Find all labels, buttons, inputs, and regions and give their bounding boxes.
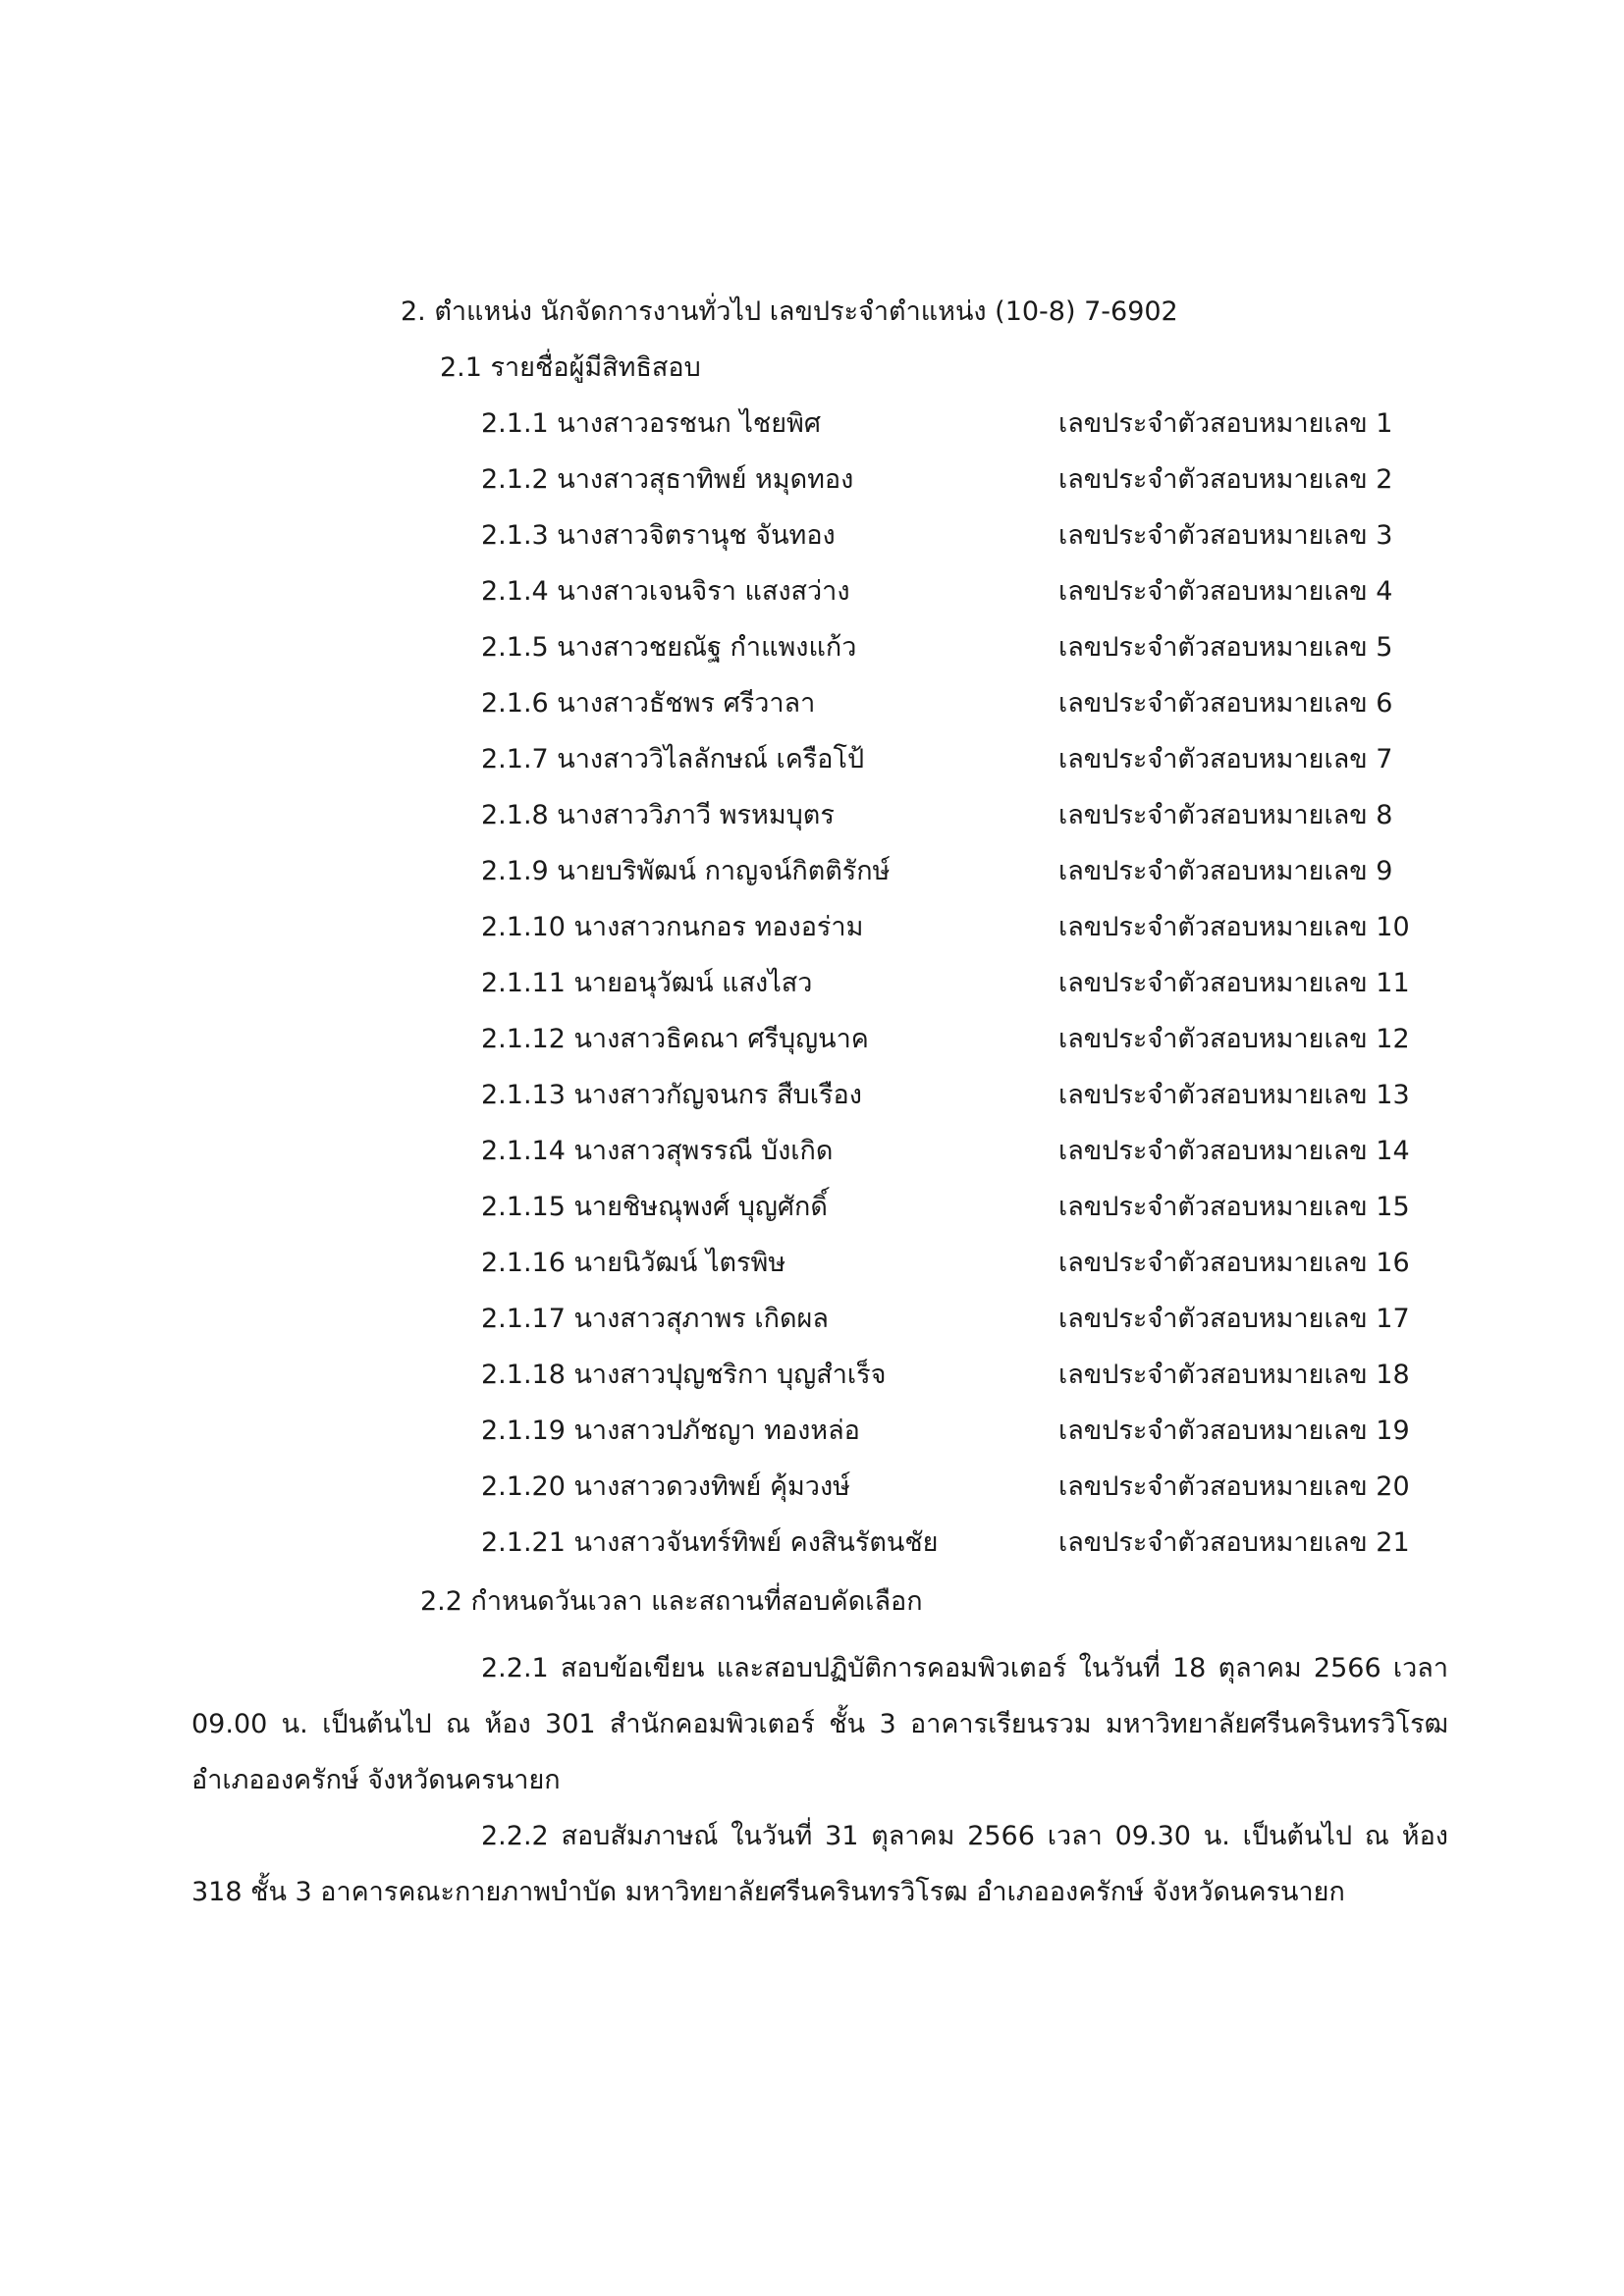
- list-item: [481, 1078, 1463, 1134]
- list-item: [481, 630, 1463, 686]
- list-item: [481, 854, 1463, 910]
- list-item: [481, 574, 1463, 630]
- written-exam-paragraph: 2.2.1 สอบข้อเขียน และสอบปฏิบัติการคอมพิวเตอร์ ในวันที่ 18 ตุลาคม 2566 เวลา 09.00 น. เป็นต้นไป ณ ห้อง 301 สำนักคอมพิวเตอร์ ชั้น 3 อาคารเรียนรวม มหาวิทยาลัยศรีนครินทรวิโรฒ อำเภอองครักษ์ จังหวัดนครนายก: [191, 1653, 1448, 1795]
- candidate-name: 2.1.9 นายบริพัฒน์ กาญจน์กิตติรักษ์: [481, 856, 891, 886]
- interview-paragraph: 2.2.2 สอบสัมภาษณ์ ในวันที่ 31 ตุลาคม 2566 เวลา 09.30 น. เป็นต้นไป ณ ห้อง 318 ชั้น 3 อาคารคณะกายภาพบำบัด มหาวิทยาลัยศรีนครินทรวิโรฒ อำเภอองครักษ์ จังหวัดนครนายก: [191, 1821, 1448, 1907]
- list-item: [481, 686, 1463, 742]
- list-item: [481, 742, 1463, 798]
- list-item: [481, 1358, 1463, 1414]
- candidate-name: 2.1.5 นางสาวชยณัฐ กำแพงแก้ว: [481, 632, 857, 663]
- candidate-exam-number: เลขประจำตัวสอบหมายเลข 9: [1058, 856, 1393, 886]
- candidate-list: [481, 406, 1463, 1581]
- candidate-name: 2.1.8 นางสาววิภาวี พรหมบุตร: [481, 800, 835, 830]
- candidate-exam-number: เลขประจำตัวสอบหมายเลข 17: [1058, 1304, 1410, 1334]
- list-item: [481, 1414, 1463, 1469]
- candidate-exam-number: เลขประจำตัวสอบหมายเลข 14: [1058, 1136, 1410, 1166]
- candidate-exam-number: เลขประจำตัวสอบหมายเลข 5: [1058, 632, 1393, 663]
- schedule-heading: 2.2 กำหนดวันเวลา และสถานที่สอบคัดเลือก: [420, 1586, 923, 1617]
- candidate-name: 2.1.6 นางสาวธัชพร ศรีวาลา: [481, 688, 816, 719]
- list-item: [481, 1134, 1463, 1190]
- list-item: [481, 1302, 1463, 1358]
- candidate-exam-number: เลขประจำตัวสอบหมายเลข 20: [1058, 1471, 1410, 1502]
- list-item: [481, 966, 1463, 1022]
- list-item: [481, 1022, 1463, 1078]
- candidate-exam-number: เลขประจำตัวสอบหมายเลข 6: [1058, 688, 1393, 719]
- candidate-name: 2.1.16 นายนิวัฒน์ ไตรพิษ: [481, 1248, 786, 1278]
- position-heading: 2. ตำแหน่ง นักจัดการงานทั่วไป เลขประจำตำแหน่ง (10-8) 7-6902: [401, 296, 1178, 327]
- candidate-exam-number: เลขประจำตัวสอบหมายเลข 16: [1058, 1248, 1410, 1278]
- candidate-exam-number: เลขประจำตัวสอบหมายเลข 12: [1058, 1024, 1410, 1054]
- candidate-name: 2.1.21 นางสาวจันทร์ทิพย์ คงสินรัตนชัย: [481, 1527, 939, 1558]
- list-item: [481, 518, 1463, 574]
- list-item: [481, 1525, 1463, 1581]
- candidate-exam-number: เลขประจำตัวสอบหมายเลข 1: [1058, 408, 1393, 439]
- candidate-name: 2.1.19 นางสาวปภัชญา ทองหล่อ: [481, 1415, 860, 1446]
- candidate-exam-number: เลขประจำตัวสอบหมายเลข 11: [1058, 968, 1410, 998]
- candidate-name: 2.1.4 นางสาวเจนจิรา แสงสว่าง: [481, 576, 850, 607]
- candidate-name: 2.1.3 นางสาวจิตรานุช จันทอง: [481, 520, 836, 551]
- candidate-exam-number: เลขประจำตัวสอบหมายเลข 8: [1058, 800, 1393, 830]
- list-item: [481, 910, 1463, 966]
- list-item: [481, 462, 1463, 518]
- candidate-name: 2.1.2 นางสาวสุธาทิพย์ หมุดทอง: [481, 464, 854, 495]
- candidate-exam-number: เลขประจำตัวสอบหมายเลข 18: [1058, 1360, 1410, 1390]
- candidate-exam-number: เลขประจำตัวสอบหมายเลข 13: [1058, 1080, 1410, 1110]
- candidate-name: 2.1.13 นางสาวกัญจนกร สืบเรือง: [481, 1080, 862, 1110]
- candidate-exam-number: เลขประจำตัวสอบหมายเลข 2: [1058, 464, 1393, 495]
- candidate-exam-number: เลขประจำตัวสอบหมายเลข 10: [1058, 912, 1410, 942]
- candidate-name: 2.1.14 นางสาวสุพรรณี บังเกิด: [481, 1136, 834, 1166]
- list-item: [481, 1469, 1463, 1525]
- candidate-exam-number: เลขประจำตัวสอบหมายเลข 19: [1058, 1415, 1410, 1446]
- candidate-name: 2.1.18 นางสาวปุญชริกา บุญสำเร็จ: [481, 1360, 887, 1390]
- candidate-exam-number: เลขประจำตัวสอบหมายเลข 3: [1058, 520, 1393, 551]
- candidate-name: 2.1.20 นางสาวดวงทิพย์ คุ้มวงษ์: [481, 1471, 850, 1502]
- candidate-name: 2.1.1 นางสาวอรชนก ไชยพิศ: [481, 408, 821, 439]
- candidate-exam-number: เลขประจำตัวสอบหมายเลข 7: [1058, 744, 1393, 774]
- list-item: [481, 1246, 1463, 1302]
- candidate-name: 2.1.15 นายชิษณุพงศ์ บุญศักดิ์: [481, 1192, 828, 1222]
- candidate-name: 2.1.12 นางสาวธิคณา ศรีบุญนาค: [481, 1024, 869, 1054]
- eligible-list-heading: 2.1 รายชื่อผู้มีสิทธิสอบ: [440, 352, 701, 383]
- candidate-name: 2.1.11 นายอนุวัฒน์ แสงไสว: [481, 968, 813, 998]
- candidate-name: 2.1.17 นางสาวสุภาพร เกิดผล: [481, 1304, 829, 1334]
- candidate-exam-number: เลขประจำตัวสอบหมายเลข 15: [1058, 1192, 1410, 1222]
- candidate-name: 2.1.7 นางสาววิไลลักษณ์ เครือโป้: [481, 744, 865, 774]
- candidate-exam-number: เลขประจำตัวสอบหมายเลข 21: [1058, 1527, 1410, 1558]
- list-item: [481, 406, 1463, 462]
- list-item: [481, 1190, 1463, 1246]
- list-item: [481, 798, 1463, 854]
- candidate-exam-number: เลขประจำตัวสอบหมายเลข 4: [1058, 576, 1393, 607]
- candidate-name: 2.1.10 นางสาวกนกอร ทองอร่าม: [481, 912, 864, 942]
